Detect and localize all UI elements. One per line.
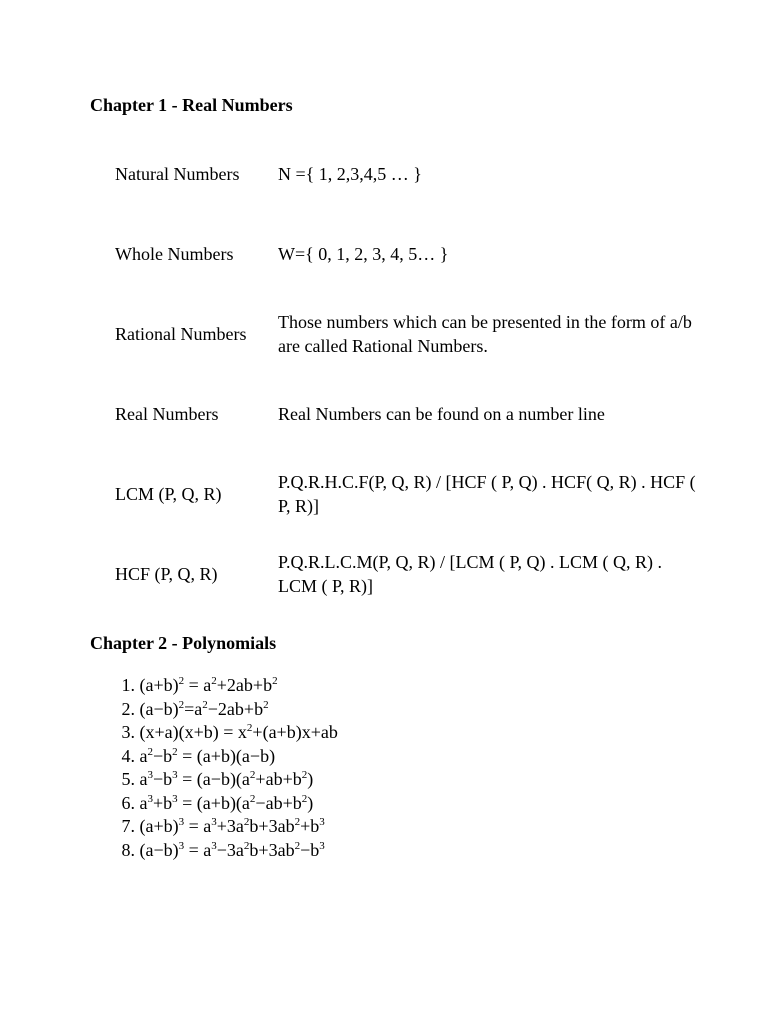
- definition-row: [115, 230, 715, 278]
- definition-term: Real Numbers: [115, 404, 219, 424]
- formula-number: 5.: [121, 769, 135, 789]
- definition-description: N ={ 1, 2,3,4,5 … }: [278, 164, 422, 184]
- formula-number: 3.: [121, 722, 135, 742]
- formula-number: 4.: [121, 745, 135, 766]
- definition-term: Rational Numbers: [115, 324, 247, 344]
- formula-text: $a^3-b^3 = (a-b)(a^2+ab+b^2)$: [139, 769, 314, 789]
- definition-description: P.Q.R.L.C.M(P, Q, R) / [LCM ( P, Q) . LCM ( Q, R) . LCM ( P, R)]: [278, 552, 663, 596]
- formula-item: [112, 768, 338, 792]
- formula-text: $a^3+b^3 = (a+b)(a^2-ab+b^2)$: [139, 792, 314, 813]
- definition-description: Real Numbers can be found on a number line: [278, 404, 605, 424]
- formula-item: [112, 839, 338, 863]
- formula-text: $a^2-b^2 = (a+b)(a-b)$: [139, 745, 276, 766]
- formula-number: 7.: [121, 816, 135, 836]
- definition-description: W={ 0, 1, 2, 3, 4, 5… }: [278, 244, 449, 264]
- definition-term: Whole Numbers: [115, 244, 234, 264]
- definition-term: HCF (P, Q, R): [115, 564, 218, 584]
- formula-text: $(a-b)^2=a^2-2ab+b^2$: [139, 698, 269, 719]
- formula-number: 2.: [121, 698, 135, 719]
- chapter-1-heading: Chapter 1 - Real Numbers: [90, 95, 293, 115]
- definition-row: [115, 390, 715, 438]
- formula-number: 1.: [121, 675, 135, 695]
- formula-text: $(a-b)^3 = a^3-3a^2b+3ab^2-b^3$: [139, 839, 325, 860]
- formula-number: 6.: [121, 792, 135, 813]
- definition-term: Natural Numbers: [115, 164, 240, 184]
- formula-item: [112, 815, 338, 839]
- formula-text: $(a+b)^2 = a^2+2ab+b^2$: [139, 675, 278, 695]
- definition-description: Those numbers which can be presented in the form of a/b are called Rational Numbers.: [278, 312, 692, 356]
- definition-row: [115, 310, 715, 358]
- formula-item: [112, 674, 338, 698]
- formula-item: [112, 721, 338, 745]
- definition-description: P.Q.R.H.C.F(P, Q, R) / [HCF ( P, Q) . HCF( Q, R) . HCF ( P, R)]: [278, 472, 696, 516]
- polynomial-identities-list: [112, 674, 338, 862]
- formula-text: $(x+a)(x+b) = x^2+(a+b)x+ab$: [139, 722, 338, 742]
- formula-text: $(a+b)^3 = a^3+3a^2b+3ab^2+b^3$: [139, 816, 325, 836]
- definition-row: [115, 470, 715, 518]
- definition-row: [115, 550, 715, 598]
- definition-term: LCM (P, Q, R): [115, 484, 222, 504]
- definition-row: [115, 150, 715, 198]
- formula-number: 8.: [121, 839, 135, 860]
- formula-item: [112, 698, 338, 722]
- formula-item: [112, 792, 338, 816]
- formula-item: [112, 745, 338, 769]
- chapter-2-heading: Chapter 2 - Polynomials: [90, 633, 277, 653]
- real-numbers-definitions-table: [115, 150, 715, 598]
